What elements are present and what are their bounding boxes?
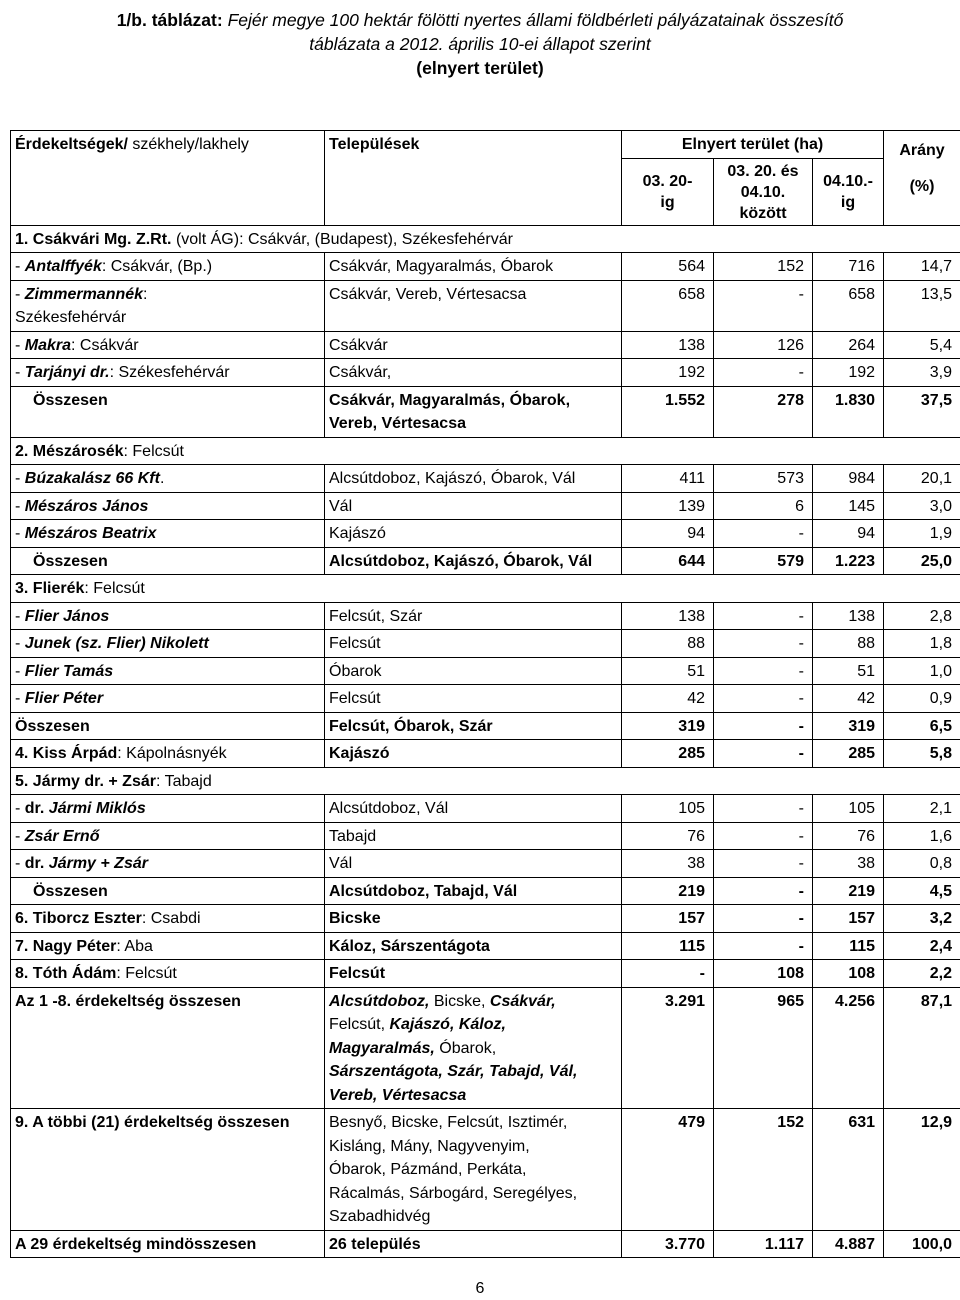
page-number: 6: [475, 1280, 485, 1297]
table-row: - Búzakalász 66 Kft. Alcsútdoboz, Kajászó, Óbarok, Vál 411 573 984 20,1: [11, 465, 960, 493]
document-title: [0, 8, 960, 80]
total-row: Összesen Felcsút, Óbarok, Szár 319 - 319 6,5: [11, 712, 960, 740]
total-row: Összesen Csákvár, Magyaralmás, Óbarok, Vereb, Vértesacsa 1.552 278 1.830 37,5: [11, 386, 960, 437]
table-row: - Tarjányi dr.: Székesfehérvár Csákvár, 192 - 192 3,9: [11, 359, 960, 387]
table-header-row: [11, 131, 960, 159]
header-ratio: Arány (%): [884, 131, 960, 226]
subtotal-settlements: Alcsútdoboz, Bicske, Csákvár, Felcsút, Kajászó, Káloz, Magyaralmás, Óbarok, Sárszentágota, Szár, Tabajd, Vál, Vereb, Vértesacsa: [325, 987, 622, 1109]
group-row: [11, 437, 960, 465]
table-row: - Flier Péter Felcsút 42 - 42 0,9: [11, 685, 960, 713]
table-row: - Antalffyék: Csákvár, (Bp.) Csákvár, Magyaralmás, Óbarok 564 152 716 14,7: [11, 253, 960, 281]
table-row: - Makra: Csákvár Csákvár 138 126 264 5,4: [11, 331, 960, 359]
title-text-3: (elnyert terület): [416, 58, 544, 78]
group-row: [11, 225, 960, 253]
table-row: - Flier Tamás Óbarok 51 - 51 1,0: [11, 657, 960, 685]
table-row: - dr. Jármi Miklós Alcsútdoboz, Vál 105 - 105 2,1: [11, 795, 960, 823]
table-row: - Flier János Felcsút, Szár 138 - 138 2,8: [11, 602, 960, 630]
subtotal-row: Az 1 -8. érdekeltség összesen Alcsútdoboz, Bicske, Csákvár, Felcsút, Kajászó, Káloz, Magyaralmás, Óbarok, Sárszentágota, Szár, Tabajd, Vál, Vereb, Vértesacsa 3.291 965 4.256 87,1: [11, 987, 960, 1109]
group-row: [11, 767, 960, 795]
other-interests-row: 9. A többi (21) érdekeltség összesen Besnyő, Bicske, Felcsút, Isztimér, Kisláng, Mány, Nagyvenyim, Óbarok, Pázmánd, Perkáta, Rácalmás, Sárbogárd, Seregélyes, Szabadhidvég 479 152 631 12,9: [11, 1109, 960, 1231]
title-label: 1/b. táblázat:: [116, 10, 223, 30]
table-row: 6. Tiborcz Eszter: Csabdi Bicske 157 - 157 3,2: [11, 905, 960, 933]
other-settlements: Besnyő, Bicske, Felcsút, Isztimér, Kisláng, Mány, Nagyvenyim, Óbarok, Pázmánd, Perkáta, Rácalmás, Sárbogárd, Seregélyes, Szabadhidvég: [325, 1109, 622, 1231]
group-2-title: 2. Mészárosék: Felcsút: [11, 437, 960, 465]
table-row: - Mészáros János Vál 139 6 145 3,0: [11, 492, 960, 520]
header-area-group: Elnyert terület (ha): [622, 131, 884, 159]
table-row: - Mészáros Beatrix Kajászó 94 - 94 1,9: [11, 520, 960, 548]
group-5-title: 5. Jármy dr. + Zsár: Tabajd: [11, 767, 960, 795]
header-interest: Érdekeltségek/ székhely/lakhely: [11, 131, 325, 226]
header-until-0320: 03. 20- ig: [622, 158, 714, 225]
header-until-0410: 04.10.- ig: [813, 158, 884, 225]
table-row: 8. Tóth Ádám: Felcsút Felcsút - 108 108 2,2: [11, 960, 960, 988]
table-row: 4. Kiss Árpád: Kápolnásnyék Kajászó 285 - 285 5,8: [11, 740, 960, 768]
total-row: Összesen Alcsútdoboz, Tabajd, Vál 219 - 219 4,5: [11, 877, 960, 905]
table-row: 7. Nagy Péter: Aba Káloz, Sárszentágota 115 - 115 2,4: [11, 932, 960, 960]
total-row: Összesen Alcsútdoboz, Kajászó, Óbarok, Vál 644 579 1.223 25,0: [11, 547, 960, 575]
table-row: - Junek (sz. Flier) Nikolett Felcsút 88 - 88 1,8: [11, 630, 960, 658]
group-row: [11, 575, 960, 603]
land-lease-table: [10, 130, 960, 1258]
header-settlements: Települések: [325, 131, 622, 226]
group-3-title: 3. Flierék: Felcsút: [11, 575, 960, 603]
table-row: - Zimmermannék: Székesfehérvár Csákvár, Vereb, Vértesacsa 658 - 658 13,5: [11, 280, 960, 331]
title-text-1: Fejér megye 100 hektár fölötti nyertes állami földbérleti pályázatainak összesítő: [222, 10, 844, 30]
table-row: - Zsár Ernő Tabajd 76 - 76 1,6: [11, 822, 960, 850]
grand-total-row: A 29 érdekeltség mindösszesen 26 település 3.770 1.117 4.887 100,0: [11, 1230, 960, 1258]
title-text-2: táblázata a 2012. április 10-ei állapot szerint: [309, 34, 651, 54]
group-1-title: 1. Csákvári Mg. Z.Rt. (volt ÁG): Csákvár, (Budapest), Székesfehérvár: [11, 225, 960, 253]
header-between: 03. 20. és 04.10. között: [714, 158, 813, 225]
table-row: - dr. Jármy + Zsár Vál 38 - 38 0,8: [11, 850, 960, 878]
